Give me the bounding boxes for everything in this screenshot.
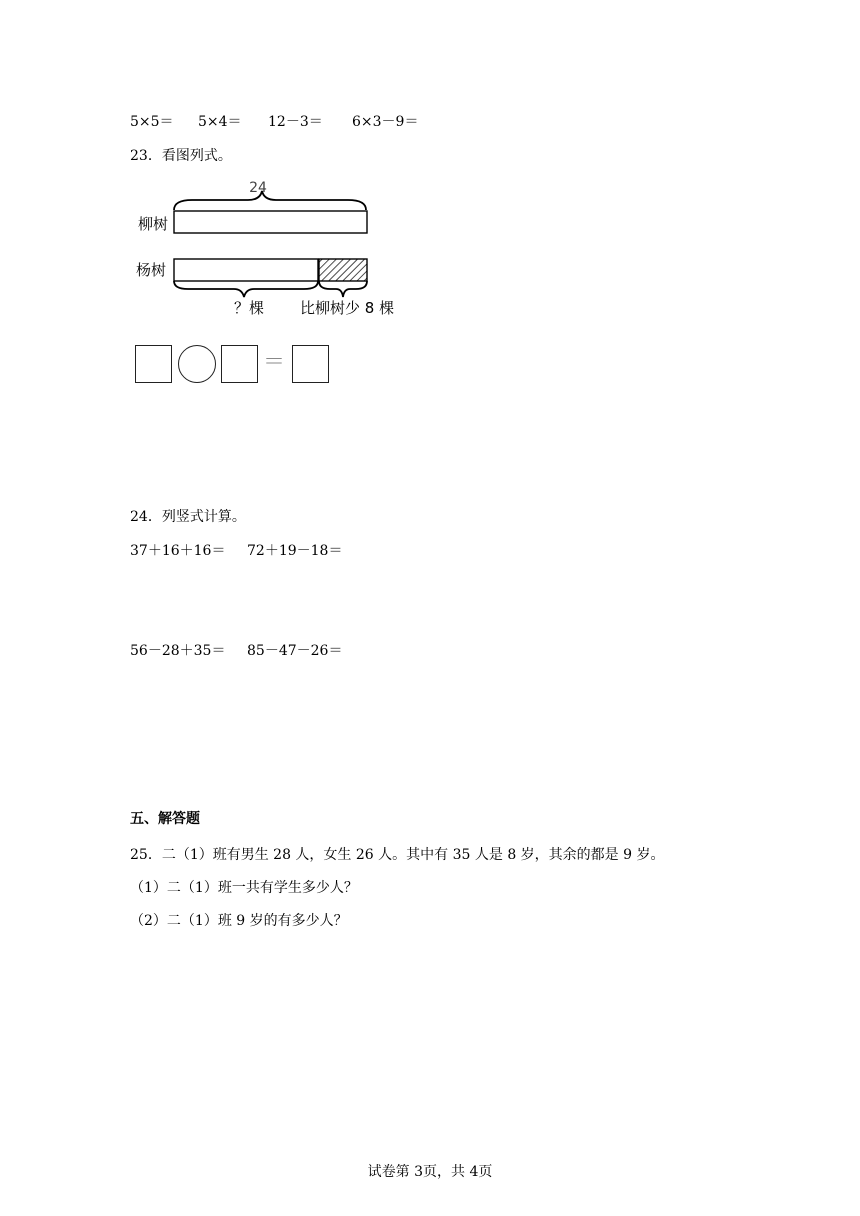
question-23-title: 23．看图列式。: [130, 148, 232, 164]
poplar-bar: [174, 259, 318, 281]
question-24-title: 24．列竖式计算。: [130, 509, 246, 525]
willow-label: 柳树: [138, 215, 169, 233]
section-5-heading: 五、解答题: [130, 811, 200, 827]
difference-hatched-part: [319, 259, 367, 281]
vertical-calc-1: 37＋16＋16＝: [130, 543, 226, 559]
answer-box-result[interactable]: [292, 345, 329, 383]
poplar-label: 杨树: [136, 261, 167, 279]
difference-label: 比柳树少 8 棵: [300, 299, 395, 317]
willow-bar: [174, 211, 367, 233]
page-footer: 试卷第 3页，共 4页: [367, 1164, 493, 1180]
question-25-sub-1: （1）二（1）班一共有学生多少人？: [130, 880, 358, 896]
vertical-calc-2: 72＋19－18＝: [247, 543, 343, 559]
difference-brace: [319, 281, 367, 297]
calc-expr-1: 5×5＝: [130, 114, 174, 130]
unknown-label: ？棵: [234, 299, 265, 317]
answer-box-2[interactable]: [221, 345, 258, 383]
calc-expr-4: 6×3－9＝: [352, 114, 419, 130]
calc-expr-3: 12－3＝: [268, 114, 323, 130]
vertical-calc-3: 56－28＋35＝: [130, 643, 226, 659]
calc-expr-2: 5×4＝: [198, 114, 242, 130]
answer-box-1[interactable]: [135, 345, 172, 383]
question-25-stem: 25．二（1）班有男生 28 人，女生 26 人。其中有 35 人是 8 岁，其余的都是 9 岁。: [130, 847, 665, 863]
top-brace: [174, 191, 366, 210]
tree-comparison-diagram: [130, 175, 430, 325]
total-label: 24: [249, 180, 267, 196]
equals-sign: ＝: [263, 350, 286, 375]
unknown-brace: [174, 281, 318, 297]
operator-circle[interactable]: [178, 345, 216, 383]
vertical-calc-4: 85－47－26＝: [247, 643, 343, 659]
question-25-sub-2: （2）二（1）班 9 岁的有多少人？: [130, 913, 348, 929]
